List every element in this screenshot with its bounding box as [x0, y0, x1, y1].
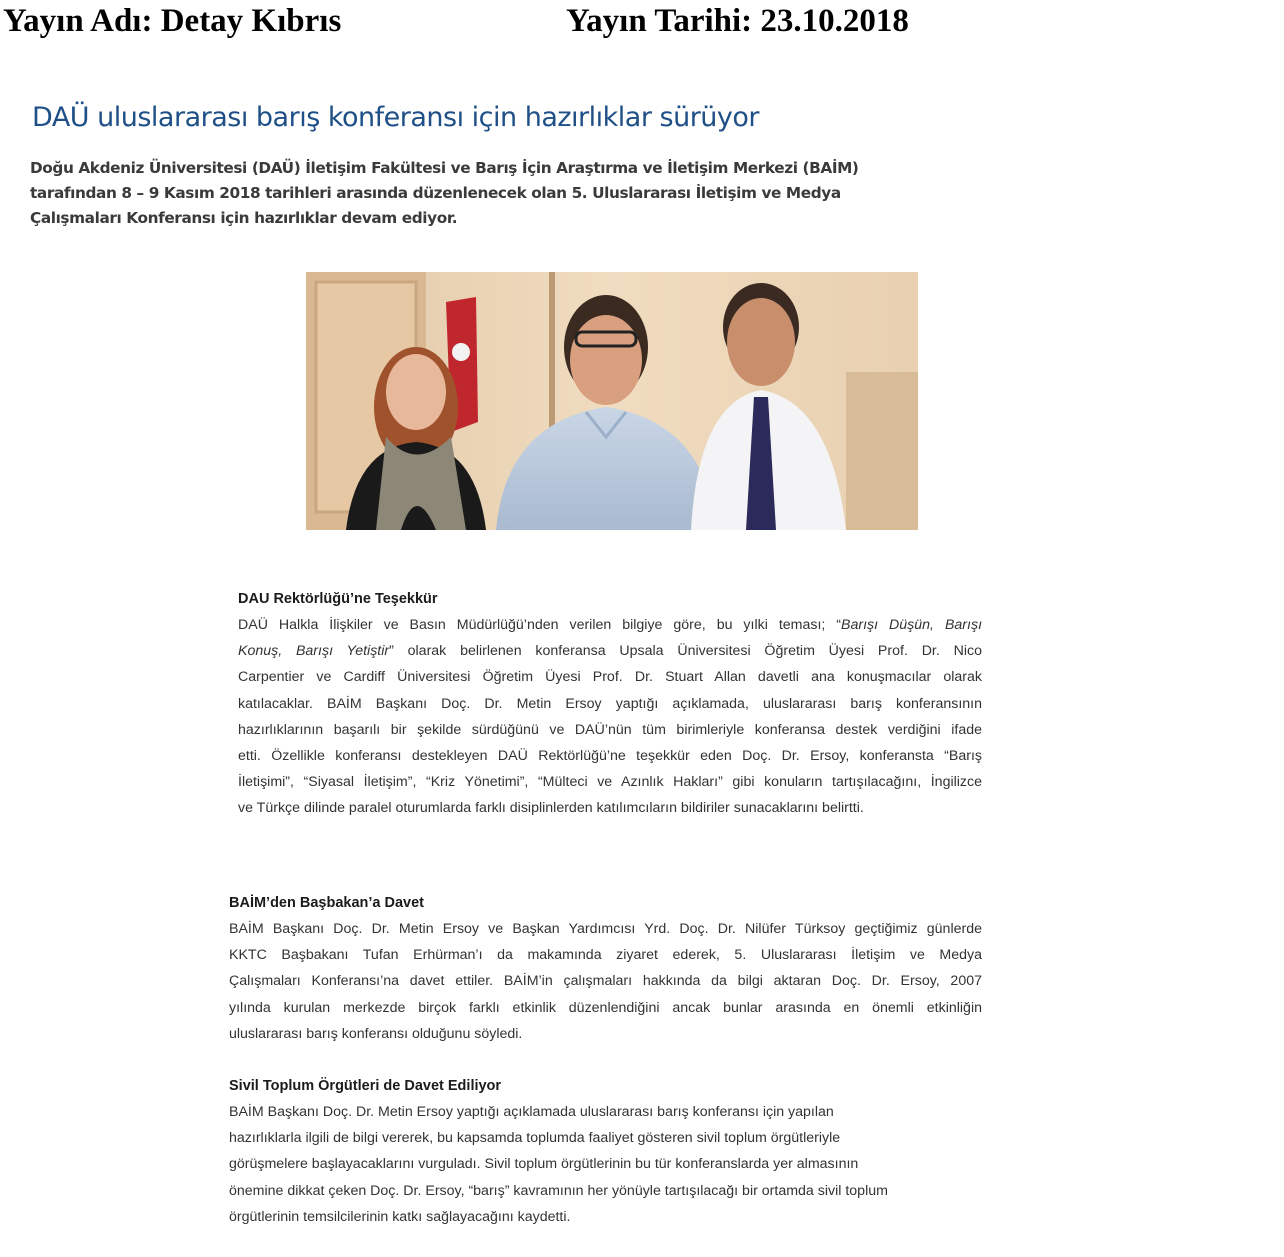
lead-line: Doğu Akdeniz Üniversitesi (DAÜ) İletişim Fakültesi ve Barış İçin Araştırma ve İletişim Merkezi (BAİM)	[30, 159, 859, 177]
section-body	[229, 1099, 982, 1230]
section-heading: BAİM’den Başbakan’a Davet	[229, 895, 425, 911]
body-line: örgütlerinin temsilcilerinin katkı sağlayacağını kaydetti.	[229, 1208, 571, 1225]
body-line: BAİM Başkanı Doç. Dr. Metin Ersoy ve Başkan Yardımcısı Yrd. Doç. Dr. Nilüfer Türksoy geçtiğimiz günlerde	[229, 921, 982, 937]
section-rector-thanks	[238, 586, 982, 822]
body-line: görüşmelere başlayacaklarını vurguladı. Sivil toplum örgütlerinin bu tür konferanslarda yer almasının	[229, 1156, 859, 1173]
body-line: İletişimi”, “Siyasal İletişim”, “Kriz Yönetimi”, “Mülteci ve Azınlık Hakları” gibi konuların tartışılacağını, İngilizce	[238, 774, 982, 791]
body-line: Carpentier ve Cardiff Üniversitesi Öğretim Üyesi Prof. Dr. Stuart Allan davetli ana konuşmacılar olarak	[238, 669, 982, 686]
body-line: ve Türkçe dilinde paralel oturumlarda farklı disiplinlerden katılımcıların bildiriler sunacaklarını belirtti.	[238, 800, 864, 817]
body-line: yılında kurulan merkezde birçok farklı etkinlik düzenlendiğini ancak bunlar arasında en önemli etkinliğin	[229, 999, 982, 1016]
publication-date: Yayın Tarihi: 23.10.2018	[566, 3, 909, 39]
article-photo	[306, 272, 918, 530]
body-line: etti. Özellikle konferansı destekleyen DAÜ Rektörlüğü’ne teşekkür eden Doç. Dr. Ersoy, konferansta “Barış	[238, 748, 982, 765]
section-body	[238, 612, 982, 822]
lead-line: tarafından 8 – 9 Kasım 2018 tarihleri arasında düzenlenecek olan 5. Uluslararası İletişim ve Medya	[30, 184, 841, 202]
section-heading: Sivil Toplum Örgütleri de Davet Ediliyor	[229, 1078, 502, 1094]
body-line: Konuş, Barışı Yetiştir” olarak belirlenen konferansa Upsala Üniversitesi Öğretim Üyesi Prof. Dr. Nico	[238, 643, 982, 660]
body-line: DAÜ Halkla İlişkiler ve Basın Müdürlüğü’nden verilen bilgiye göre, bu yılki teması; “Barışı Düşün, Barışı	[238, 617, 983, 633]
article-headline: DAÜ uluslararası barış konferansı için hazırlıklar sürüyor	[32, 102, 760, 133]
section-pm-invitation	[229, 890, 982, 1047]
section-heading: DAU Rektörlüğü’ne Teşekkür	[238, 591, 438, 607]
section-ngo-invitation	[229, 1073, 982, 1230]
lead-line: Çalışmaları Konferansı için hazırlıklar devam ediyor.	[30, 209, 458, 227]
body-line: BAİM Başkanı Doç. Dr. Metin Ersoy yaptığı açıklamada uluslararası barış konferansı için yapılan	[229, 1104, 834, 1120]
three-people-photo	[306, 272, 918, 530]
body-line: hazırlıklarının başarılı bir şekilde sürdüğünü ve DAÜ’nün tüm birimleriyle konferansa destek verdiğini ifade	[238, 721, 982, 738]
article-lead	[30, 156, 859, 231]
section-body	[229, 916, 982, 1047]
publication-name: Yayın Adı: Detay Kıbrıs	[3, 3, 342, 39]
body-line: Çalışmaları Konferansı’na davet ettiler. BAİM’in çalışmaları hakkında da bilgi aktaran Doç. Dr. Ersoy, 2007	[229, 973, 982, 990]
body-line: hazırlıklarla ilgili de bilgi vererek, bu kapsamda toplumda faaliyet gösteren sivil toplum örgütleriyle	[229, 1130, 841, 1147]
body-line: KKTC Başbakanı Tufan Erhürman’ı da makamında ziyaret ederek, 5. Uluslararası İletişim ve Medya	[229, 947, 982, 964]
body-line: önemine dikkat çeken Doç. Dr. Ersoy, “barış” kavramının her yönüyle tartışılacağı bir ortamda sivil toplum	[229, 1182, 888, 1199]
body-line: katılacaklar. BAİM Başkanı Doç. Dr. Metin Ersoy yaptığı açıklamada, uluslararası barış konferansının	[238, 695, 982, 712]
body-line: uluslararası barış konferansı olduğunu söyledi.	[229, 1025, 523, 1042]
